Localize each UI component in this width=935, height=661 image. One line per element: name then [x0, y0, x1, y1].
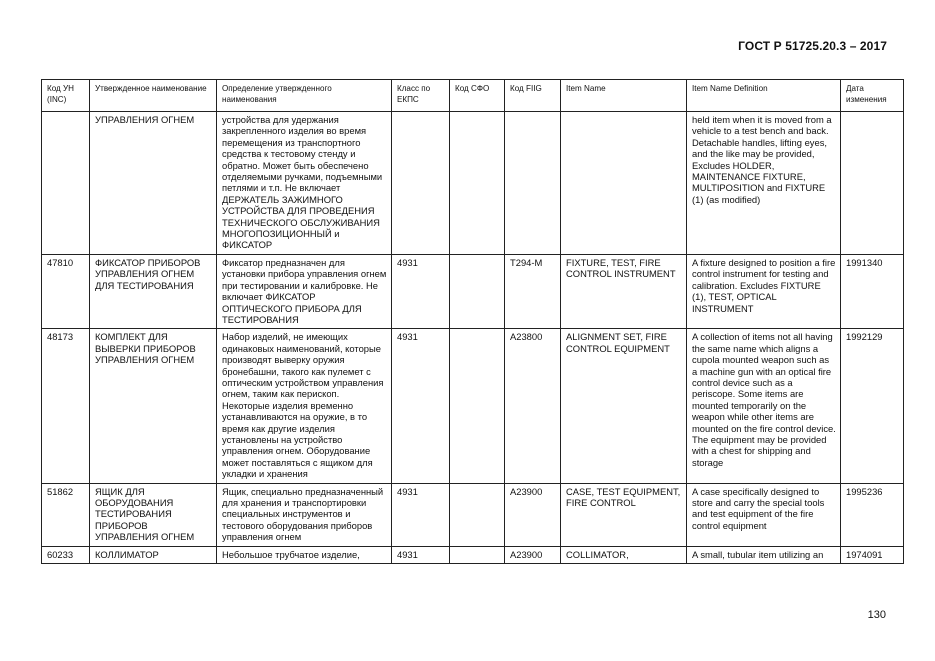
cell-ekps-class [392, 112, 450, 255]
cell-definition-ru: Набор изделий, не имеющих одинаковых наименований, которые производят выверку оружия бронебашни, такого как пулемет с оптическим устройством управления огнем, таким как перископ. Некоторые изделия временно устанавливаются на оружие, в то время как другие изделия установлены на устройство управления огнем. Оборудование может поставляться с ящиком для укладки и хранения [217, 329, 392, 483]
cell-ekps-class: 4931 [392, 483, 450, 546]
cell-item-name: CASE, TEST EQUIPMENT, FIRE CONTROL [561, 483, 687, 546]
cell-sfo-code [450, 112, 505, 255]
cell-sfo-code [450, 483, 505, 546]
column-header-change-date: Дата изменения [841, 80, 904, 112]
cell-inc: 47810 [42, 254, 90, 328]
item-names-table [41, 79, 904, 564]
cell-inc [42, 112, 90, 255]
cell-sfo-code [450, 254, 505, 328]
cell-item-name: ALIGNMENT SET, FIRE CONTROL EQUIPMENT [561, 329, 687, 483]
cell-ekps-class: 4931 [392, 546, 450, 563]
cell-definition-ru: Фиксатор предназначен для установки прибора управления огнем при тестировании и калибровке. Не включает ФИКСАТОР ОПТИЧЕСКОГО ПРИБОРА ДЛЯ ТЕСТИРОВАНИЯ [217, 254, 392, 328]
table-row [42, 112, 904, 255]
cell-change-date: 1974091 [841, 546, 904, 563]
cell-item-name [561, 112, 687, 255]
cell-fiig-code [505, 112, 561, 255]
cell-fiig-code: A23900 [505, 483, 561, 546]
cell-ekps-class: 4931 [392, 329, 450, 483]
column-header-ekps-class: Класс по ЕКПС [392, 80, 450, 112]
column-header-item-name-definition: Item Name Definition [687, 80, 841, 112]
cell-item-name: FIXTURE, TEST, FIRE CONTROL INSTRUMENT [561, 254, 687, 328]
column-header-inc: Код УН (INC) [42, 80, 90, 112]
cell-item-name: COLLIMATOR, [561, 546, 687, 563]
cell-approved-name: КОЛЛИМАТОР [90, 546, 217, 563]
cell-fiig-code: T294-M [505, 254, 561, 328]
column-header-approved-name: Утвержденное наименование [90, 80, 217, 112]
table-row [42, 483, 904, 546]
cell-inc: 51862 [42, 483, 90, 546]
cell-fiig-code: A23800 [505, 329, 561, 483]
cell-approved-name: УПРАВЛЕНИЯ ОГНЕМ [90, 112, 217, 255]
cell-definition-ru: Небольшое трубчатое изделие, [217, 546, 392, 563]
cell-definition-en: A fixture designed to position a fire control instrument for testing and calibration. Excludes FIXTURE (1), TEST, OPTICAL INSTRUMENT [687, 254, 841, 328]
column-header-sfo-code: Код СФО [450, 80, 505, 112]
table-row [42, 329, 904, 483]
cell-approved-name: ЯЩИК ДЛЯ ОБОРУДОВАНИЯ ТЕСТИРОВАНИЯ ПРИБОРОВ УПРАВЛЕНИЯ ОГНЕМ [90, 483, 217, 546]
cell-change-date: 1992129 [841, 329, 904, 483]
cell-sfo-code [450, 546, 505, 563]
cell-ekps-class: 4931 [392, 254, 450, 328]
column-header-item-name: Item Name [561, 80, 687, 112]
cell-definition-en: A collection of items not all having the same name which aligns a cupola mounted weapon such as a machine gun with an optical fire control device such as a periscope. Some items are mounted temporarily on the weapon while other items are mounted on the fire control device. The equipment may be provided with a chest for shipping and storage [687, 329, 841, 483]
document-standard-code: ГОСТ Р 51725.20.3 – 2017 [738, 39, 887, 53]
table-header-row [42, 80, 904, 112]
table-row [42, 254, 904, 328]
page-number: 130 [867, 609, 886, 621]
cell-definition-ru: Ящик, специально предназначенный для хранения и транспортировки специальных инструментов и тестового оборудования приборов управления огнем [217, 483, 392, 546]
cell-sfo-code [450, 329, 505, 483]
column-header-fiig-code: Код FIIG [505, 80, 561, 112]
cell-approved-name: КОМПЛЕКТ ДЛЯ ВЫВЕРКИ ПРИБОРОВ УПРАВЛЕНИЯ ОГНЕМ [90, 329, 217, 483]
cell-change-date: 1991340 [841, 254, 904, 328]
cell-inc: 48173 [42, 329, 90, 483]
column-header-name-definition-ru: Определение утвержденного наименования [217, 80, 392, 112]
cell-fiig-code: A23900 [505, 546, 561, 563]
cell-definition-en: A small, tubular item utilizing an [687, 546, 841, 563]
cell-definition-ru: устройства для удержания закрепленного изделия во время перемещения из транспортного средства к тестовому стенду и обратно. Может быть обеспечено отделяемыми ручками, подъемными петлями и т.п. Не включает ДЕРЖАТЕЛЬ ЗАЖИМНОГО УСТРОЙСТВА ДЛЯ ПРОВЕДЕНИЯ ТЕХНИЧЕСКОГО ОБСЛУЖИВАНИЯ МНОГОПОЗИЦИОННЫЙ и ФИКСАТОР [217, 112, 392, 255]
cell-change-date [841, 112, 904, 255]
table-row [42, 546, 904, 563]
cell-inc: 60233 [42, 546, 90, 563]
cell-approved-name: ФИКСАТОР ПРИБОРОВ УПРАВЛЕНИЯ ОГНЕМ ДЛЯ ТЕСТИРОВАНИЯ [90, 254, 217, 328]
cell-definition-en: held item when it is moved from a vehicle to a test bench and back. Detachable handles, lifting eyes, and the like may be provided, Excludes HOLDER, MAINTENANCE FIXTURE, MULTIPOSITION and FIXTURE (1) (as modified) [687, 112, 841, 255]
cell-definition-en: A case specifically designed to store and carry the special tools and test equipment of the fire control equipment [687, 483, 841, 546]
cell-change-date: 1995236 [841, 483, 904, 546]
